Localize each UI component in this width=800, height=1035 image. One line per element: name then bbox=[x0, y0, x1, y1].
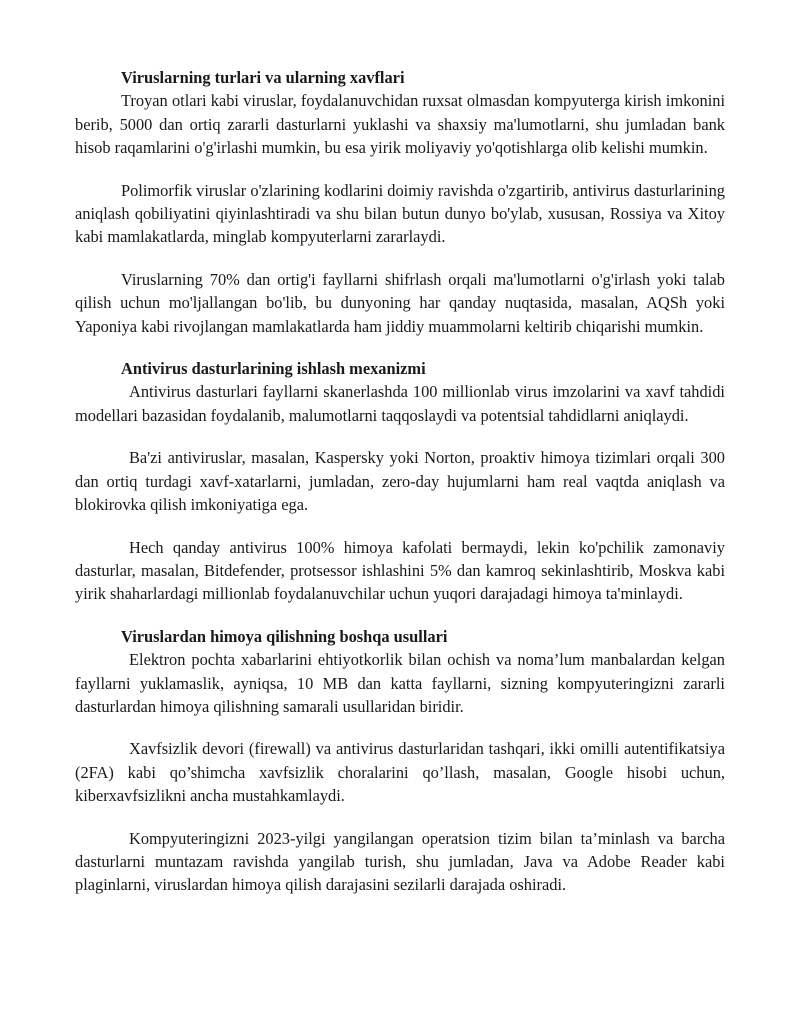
paragraph: Polimorfik viruslar o'zlarining kodlarini doimiy ravishda o'zgartirib, antivirus dasturlarining aniqlash qobiliyatini qiyinlashtiradi va shu bilan butun dunyo bo'ylab, xususan, Rossiya va Xitoy kabi mamlakatlarda, minglab kompyuterlarni zararlaydi. bbox=[75, 180, 725, 247]
section-heading: Viruslardan himoya qilishning boshqa usullari bbox=[121, 626, 448, 646]
document-page bbox=[75, 66, 725, 897]
paragraph: Hech qanday antivirus 100% himoya kafolati bermaydi, lekin ko'pchilik zamonaviy dasturlar, masalan, Bitdefender, protsessor ishlashini 5% dan kamroq sekinlashtirib, Moskva kabi yirik shaharlardagi millionlab foydalanuvchilar uchun yuqori darajadagi himoya ta'minlaydi. bbox=[75, 537, 725, 604]
paragraph: Troyan otlari kabi viruslar, foydalanuvchidan ruxsat olmasdan kompyuterga kirish imkonini berib, 5000 dan ortiq zararli dasturlarni yuklashi va shaxsiy ma'lumotlarni, shu jumladan bank hisob raqamlarini o'g'irlashi mumkin, bu esa yirik moliyaviy yo'qotishlarga olib kelishi mumkin. bbox=[75, 91, 725, 158]
section-heading: Viruslarning turlari va ularning xavflari bbox=[121, 68, 405, 87]
paragraph: Xavfsizlik devori (firewall) va antivirus dasturlaridan tashqari, ikki omilli autentifikatsiya (2FA) kabi qo’shimcha xavfsizlik choralarini qo’llash, masalan, Google hisobi uchun, kiberxavfsizlikni ancha mustahkamlaydi. bbox=[75, 739, 725, 806]
paragraph: Antivirus dasturlari fayllarni skanerlashda 100 millionlab virus imzolarini va xavf tahdidi modellari bazasidan foydalanib, malumotlarni taqqoslaydi va potentsial tahdidlarni aniqlaydi. bbox=[75, 382, 725, 425]
section-heading: Antivirus dasturlarining ishlash mexanizmi bbox=[121, 359, 426, 379]
paragraph: Elektron pochta xabarlarini ehtiyotkorlik bilan ochish va noma’lum manbalardan kelgan fayllarni yuklamaslik, ayniqsa, 10 MB dan katta fayllarni, sizning kompyuteringizni zararli dasturlardan himoya qilishning samarali usullaridan biridir. bbox=[75, 650, 725, 716]
paragraph: Kompyuteringizni 2023-yilgi yangilangan operatsion tizim bilan ta’minlash va barcha dasturlarni muntazam ravishda yangilab turish, shu jumladan, Java va Adobe Reader kabi plaginlarni, viruslardan himoya qilish darajasini sezilarli darajada oshiradi. bbox=[75, 828, 725, 895]
paragraph: Viruslarning 70% dan ortig'i fayllarni shifrlash orqali ma'lumotlarni o'g'irlash yoki talab qilish uchun mo'ljallangan bo'lib, bu dunyoning har qanday nuqtasida, masalan, AQSh yoki Yaponiya kabi rivojlangan mamlakatlarda ham jiddiy muammolarni keltirib chiqarishi mumkin. bbox=[75, 269, 725, 336]
paragraph: Ba'zi antiviruslar, masalan, Kaspersky yoki Norton, proaktiv himoya tizimlari orqali 300 dan ortiq turdagi xavf-xatarlarni, jumladan, zero-day hujumlarni ham real vaqtda aniqlash va blokirovka qilish imkoniyatiga ega. bbox=[75, 448, 725, 515]
